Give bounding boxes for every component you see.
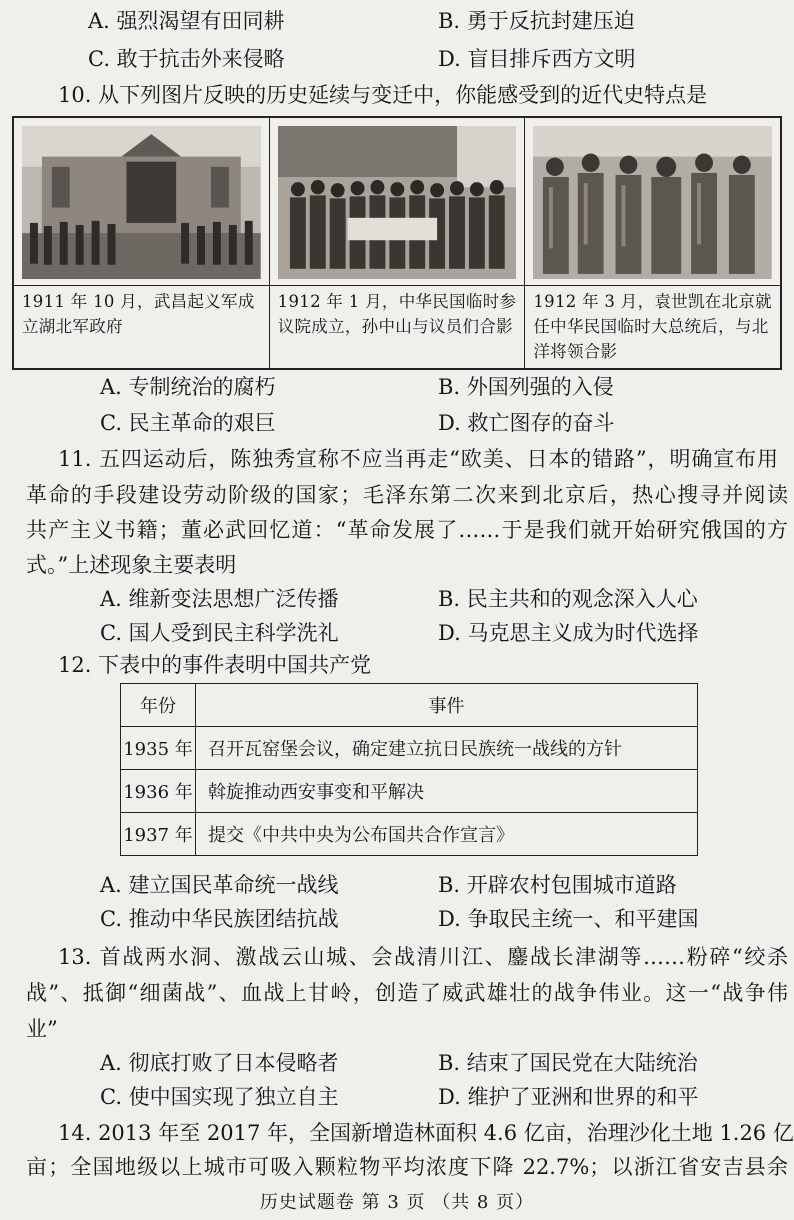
q11-option-a: A. 维新变法思想广泛传播 — [100, 587, 339, 611]
q11-stem-line-3: 共产主义书籍；董必武回忆道：“革命发展了……于是我们就开始研究俄国的方 — [26, 518, 788, 542]
q13-option-c: C. 使中国实现了独立自主 — [100, 1085, 339, 1109]
photo-panel-2 — [270, 118, 526, 368]
q12-option-c: C. 推动中华民族团结抗战 — [100, 907, 339, 931]
table-cell-event: 斡旋推动西安事变和平解决 — [196, 770, 698, 813]
q10-option-a: A. 专制统治的腐朽 — [100, 375, 276, 399]
q11-option-b: B. 民主共和的观念深入人心 — [438, 587, 698, 611]
q14-stem-line-1: 14. 2013 年至 2017 年，全国新增造林面积 4.6 亿亩，治理沙化土地 1.26 亿 — [58, 1121, 794, 1145]
table-row — [121, 770, 698, 813]
photo-wuchang-military-government — [14, 118, 269, 286]
q11-stem-line-2: 革命的手段建设劳动阶级的国家；毛泽东第二次来到北京后，热心搜寻并阅读 — [26, 483, 788, 507]
page-footer: 历史试题卷 第 3 页 （共 8 页） — [259, 1192, 535, 1213]
q12-stem: 12. 下表中的事件表明中国共产党 — [58, 653, 372, 677]
q11-stem-line-1: 11. 五四运动后，陈独秀宣称不应当再走“欧美、日本的错路”，明确宣布用 — [58, 447, 778, 471]
table-header-year: 年份 — [121, 684, 196, 727]
table-header-event: 事件 — [196, 684, 698, 727]
q13-stem-line-3: 业” — [26, 1017, 58, 1041]
q9-option-a: A. 强烈渴望有田同耕 — [88, 9, 285, 33]
caption-3: 1912 年 3 月，袁世凯在北京就任中华民国临时大总统后，与北洋将领合影 — [533, 292, 772, 361]
caption-1: 1911 年 10 月，武昌起义军成立湖北军政府 — [22, 292, 255, 336]
table-cell-year: 1936 年 — [121, 770, 196, 813]
q10-option-b: B. 外国列强的入侵 — [438, 375, 614, 399]
table-header-row — [121, 684, 698, 727]
table-cell-event: 提交《中共中央为公布国共合作宣言》 — [196, 813, 698, 856]
q9-option-b: B. 勇于反抗封建压迫 — [438, 9, 635, 33]
photo-panel-3 — [525, 118, 780, 368]
table-cell-year: 1937 年 — [121, 813, 196, 856]
q13-option-b: B. 结束了国民党在大陆统治 — [438, 1051, 698, 1075]
q10-stem: 10. 从下列图片反映的历史延续与变迁中，你能感受到的近代史特点是 — [58, 83, 708, 107]
q13-stem-line-2: 战”、抵御“细菌战”、血战上甘岭，创造了威武雄壮的战争伟业。这一“战争伟 — [26, 981, 788, 1005]
photo-yuan-shikai-beiyang-generals — [525, 118, 780, 286]
table-cell-year: 1935 年 — [121, 727, 196, 770]
q12-option-a: A. 建立国民革命统一战线 — [100, 873, 339, 897]
q12-event-table — [120, 683, 698, 856]
q10-option-d: D. 救亡图存的奋斗 — [438, 411, 615, 435]
q13-option-a: A. 彻底打败了日本侵略者 — [100, 1051, 339, 1075]
q12-option-b: B. 开辟农村包围城市道路 — [438, 873, 677, 897]
q11-option-c: C. 国人受到民主科学洗礼 — [100, 621, 339, 645]
q11-stem-line-4: 式。”上述现象主要表明 — [26, 553, 237, 577]
q10-photo-strip — [12, 116, 782, 370]
q13-stem-line-1: 13. 首战两水洞、激战云山城、会战清川江、鏖战长津湖等……粉碎“绞杀 — [58, 945, 788, 969]
q10-option-c: C. 民主革命的艰巨 — [100, 411, 276, 435]
q9-option-c: C. 敢于抗击外来侵略 — [88, 47, 285, 71]
table-cell-event: 召开瓦窑堡会议，确定建立抗日民族统一战线的方针 — [196, 727, 698, 770]
table-row — [121, 727, 698, 770]
photo-panel-1 — [14, 118, 270, 368]
q9-option-d: D. 盲目排斥西方文明 — [438, 47, 636, 71]
table-row — [121, 813, 698, 856]
q12-option-d: D. 争取民主统一、和平建国 — [438, 907, 699, 931]
q11-option-d: D. 马克思主义成为时代选择 — [438, 621, 699, 645]
caption-2: 1912 年 1 月，中华民国临时参议院成立，孙中山与议员们合影 — [277, 292, 517, 336]
q14-stem-line-2: 亩；全国地级以上城市可吸入颗粒物平均浓度下降 22.7%；以浙江省安吉县余 — [26, 1155, 788, 1179]
q13-option-d: D. 维护了亚洲和世界的和平 — [438, 1085, 699, 1109]
photo-provisional-senate-group — [270, 118, 525, 286]
